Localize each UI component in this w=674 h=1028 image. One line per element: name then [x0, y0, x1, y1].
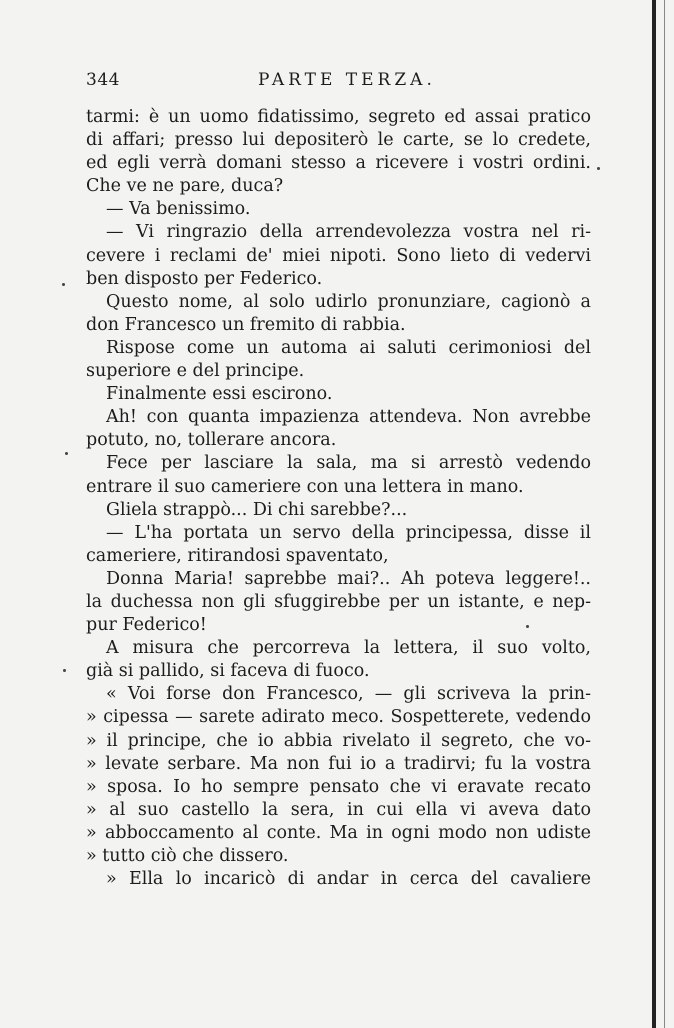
text-line: » Ella lo incaricò di andar in cerca del cavaliere — [106, 869, 591, 890]
text-line: Fece per lasciare la sala, ma si arrestò vedendo — [106, 453, 591, 474]
text-line: già si pallido, si faceva di fuoco. — [86, 661, 370, 682]
text-line: cameriere, ritirandosi spaventato, — [86, 545, 389, 566]
print-speck — [65, 452, 68, 455]
text-line: « Voi forse don Francesco, — gli scriveva la prin- — [106, 684, 591, 705]
text-line: di affari; presso lui depositerò le carte, se lo credete, — [86, 130, 591, 151]
text-line: A misura che percorreva la lettera, il suo volto, — [106, 638, 591, 659]
text-line: ed egli verrà domani stesso a ricevere i vostri ordini. — [86, 153, 591, 174]
print-speck — [597, 167, 600, 170]
text-line: — L'ha portata un servo della principessa, disse il — [106, 522, 591, 543]
text-line: » il principe, che io abbia rivelato il segreto, che vo- — [86, 730, 591, 751]
page-number: 344 — [86, 70, 120, 90]
text-line: — Vi ringrazio della arrendevolezza vostra nel ri- — [106, 222, 591, 243]
body-text — [86, 106, 591, 891]
text-line: Questo nome, al solo udirlo pronunziare, cagionò a — [106, 291, 591, 312]
text-line: — Va benissimo. — [106, 199, 251, 220]
text-line: » tutto ciò che dissero. — [86, 846, 289, 866]
page-header — [86, 70, 586, 96]
text-line: pur Federico! — [86, 615, 207, 636]
text-line: Finalmente essi escirono. — [106, 384, 333, 405]
print-speck — [63, 669, 66, 672]
text-line: entrare il suo cameriere con una lettera in mano. — [86, 476, 524, 497]
text-line: Rispose come un automa ai saluti cerimoniosi del — [106, 337, 591, 358]
print-speck — [62, 283, 65, 286]
text-line: » cipessa — sarete adirato meco. Sospetterete, vedendo — [86, 707, 591, 728]
text-line: la duchessa non gli sfuggirebbe per un istante, e nep- — [86, 591, 591, 612]
text-line: potuto, no, tollerare ancora. — [86, 430, 337, 451]
text-line: superiore e del principe. — [86, 361, 305, 382]
text-line: » abboccamento al conte. Ma in ogni modo non udiste — [86, 822, 591, 843]
text-line: » sposa. Io ho sempre pensato che vi eravate recato — [86, 776, 591, 797]
text-line: » al suo castello la sera, in cui ella vi aveva dato — [86, 799, 591, 820]
running-title: PARTE TERZA. — [258, 70, 436, 90]
page-edge-shadow — [664, 0, 665, 1028]
text-line: Che ve ne pare, duca? — [86, 176, 284, 197]
page-binding-edge — [652, 0, 656, 1028]
text-line: Gliela strappò... Di chi sarebbe?... — [106, 499, 408, 520]
text-line: don Francesco un fremito di rabbia. — [86, 314, 406, 335]
text-line: Ah! con quanta impazienza attendeva. Non avrebbe — [106, 407, 591, 428]
text-line: tarmi: è un uomo fidatissimo, segreto ed assai pratico — [86, 107, 591, 127]
text-line: » levate serbare. Ma non fui io a tradirvi; fu la vostra — [86, 753, 591, 774]
text-line: Donna Maria! saprebbe mai?.. Ah poteva leggere!.. — [106, 568, 591, 589]
print-speck — [526, 625, 529, 628]
text-line: cevere i reclami de' miei nipoti. Sono lieto di vedervi — [86, 245, 591, 266]
text-line: ben disposto per Federico. — [86, 268, 323, 289]
